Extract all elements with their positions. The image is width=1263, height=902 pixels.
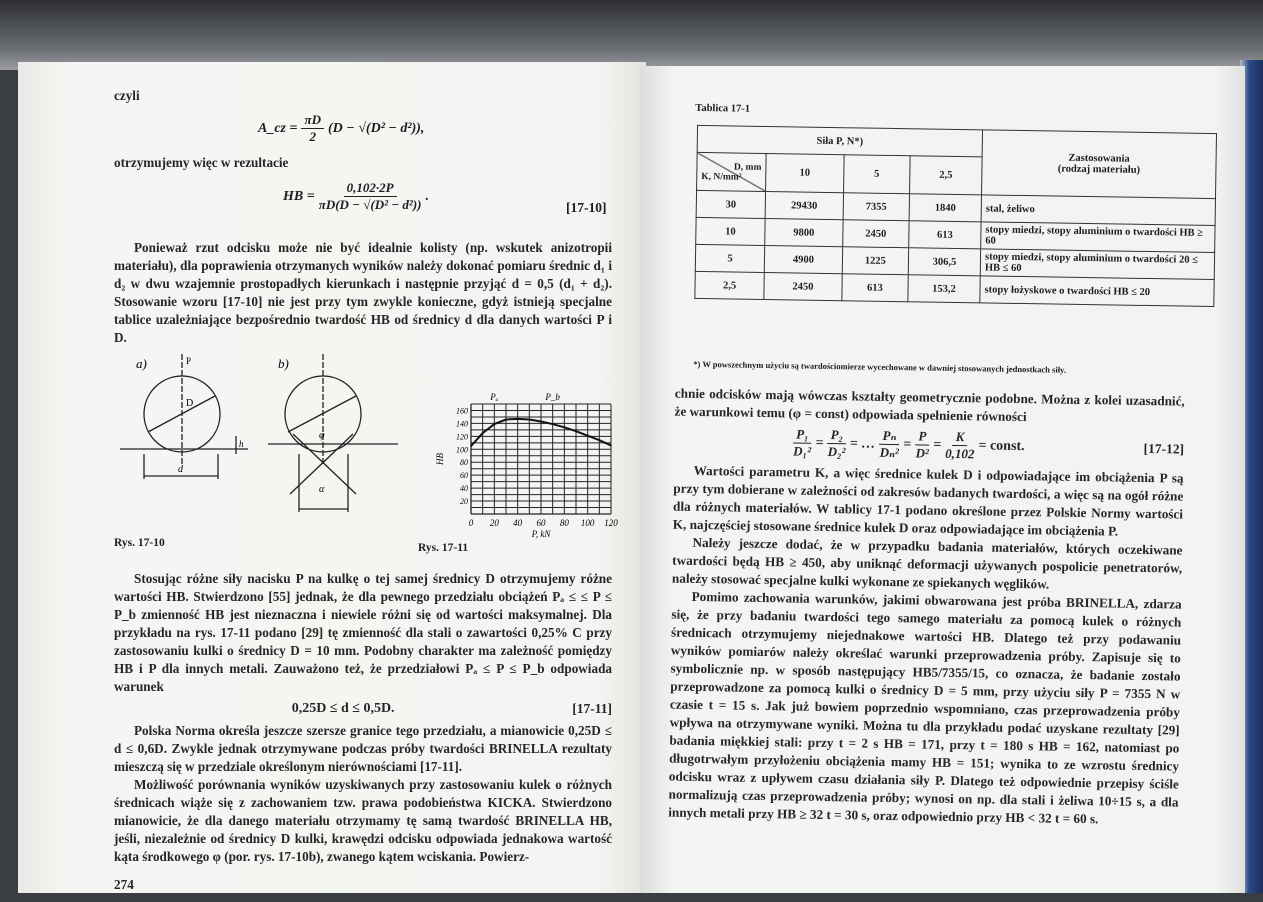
paragraph-text: Możliwość porównania wyników uzyskiwanych przy zastosowaniu kulek o różnych średnicach wiąże się z zachowaniem tzw. prawa podobieństwa KICKA. Stwierdzono mianowicie, że dla danego materiału otrzymamy tę samą twardość BRINELLA HB, jeśli, niezależnie od średnicy D kulki, krawędzi odcisku odpowiada jednakowa wartość kąta środkowego φ (por. rys. 17-10b), zwanego kątem wciskania. Powierz-: [114, 777, 612, 864]
paragraph-text: Należy jeszcze dodać, że w przypadku badania materiałów, których oczekiwane twardości będą HB ≥ 450, aby uniknąć deformacji używanych pospolicie penetratorów, należy stosować specjalne kulki wykonane ze spiekanych węglików.: [671, 534, 1183, 592]
eq-tail: .: [425, 188, 429, 204]
equation-condition-row: [114, 700, 612, 718]
data-point: [610, 445, 612, 447]
eq-lhs: A_cz =: [258, 120, 298, 136]
y-tick-label: 160: [456, 406, 468, 416]
eq-den: D₂²: [827, 443, 846, 460]
cell-application: stal, żeliwo: [981, 195, 1215, 226]
cell-value: 4900: [764, 245, 842, 273]
text-line: otrzymujemy więc w rezultacie: [114, 155, 289, 170]
x-tick-label: 60: [536, 518, 546, 528]
cell-value: 7355: [843, 193, 910, 221]
eq-num: Pₙ: [879, 428, 899, 445]
text-flow: [114, 570, 612, 894]
text-flow: [668, 385, 1185, 830]
table-header-force: Siła P, N*): [697, 125, 982, 156]
cell-value: 9800: [765, 218, 843, 246]
eq-num: P₂: [827, 427, 846, 444]
figure-17-11-chart: [423, 382, 623, 542]
y-tick-label: 140: [456, 419, 468, 429]
data-point: [575, 430, 577, 432]
y-tick-label: 80: [460, 458, 468, 468]
data-point: [587, 435, 589, 437]
paragraph-text: Pomimo zachowania warunków, jakimi obwarowana jest próba BRINELLA, zdarza się, że przy badaniu twardości tego samego materiału za pomocą kulek o różnych średnicach otrzymujemy niejednakowe wartości HB. Dlatego też przy podawaniu wyników pomiarów należy określać warunki przeprowadzenia próby. Zapisuje się to symbolicznie np. w sposób następujący HB5/7355/15, co oznacza, że badanie zostało przeprowadzone za pomocą kulki o średnicy D = 5 mm, przy użyciu siły P = 7355 N w czasie t = 15 s. Jak już bowiem poprzednio wspomniano, czas przeprowadzenia próby wpływa na otrzymywane wyniki. Można tu dla przykładu podać uzyskane rezultaty [29] badania miękkiej stali: przy t = 2 s HB = 171, przy t = 180 s HB = 162, natomiast po długotrwałym przyłożeniu obciążenia mamy HB = 151; wynika to ze wzrostu średnicy odcisku wraz z upływem czasu działania siły P. Dlatego też odpowiednie przepisy ściśle normalizują czas przeprowadzenia próby; wynosi on np. dla stali i żeliwa 10÷15 s, a dla innych metali przy HB ≥ 32 t = 30 s, oraz odpowiednio przy HB < 32 t = 60 s.: [668, 588, 1182, 827]
data-point: [482, 432, 484, 434]
fig-label-p: P: [186, 356, 192, 366]
figure-caption: Rys. 17-10: [114, 537, 165, 549]
cell-application: stopy miedzi, stopy aluminium o twardości HB ≥ 60: [981, 222, 1215, 253]
table-header-application: [982, 130, 1217, 199]
left-page: [18, 62, 646, 893]
eq-num: πD: [301, 112, 324, 129]
equation-hb: [283, 180, 429, 213]
figure-caption: Rys. 17-11: [418, 542, 469, 554]
eq-den: πD(D − √(D² − d²)): [318, 197, 422, 212]
cell-value: 306,5: [908, 248, 980, 276]
data-point: [540, 421, 542, 423]
x-tick-label: 120: [604, 518, 618, 528]
data-point: [599, 439, 601, 441]
header-line: Zastosowania: [1068, 152, 1130, 165]
data-point: [552, 423, 554, 425]
eq-num: 0,102·2P: [344, 180, 397, 197]
scanner-shadow: [0, 0, 1263, 70]
eq-num: K: [953, 429, 968, 446]
eq-den: Dₙ²: [879, 444, 900, 461]
paragraph-text: Wartości parametru K, a więc średnice kulek D i odpowiadające im obciążenia P są przy tym dobierane w zależności od zakresów badanych twardości, a więc są na ogół różne dla różnych materiałów. W tablicy 17-1 podano określone przez Polskie Normy wartości K, najczęściej stosowane średnice kulek D oraz odpowiadające im obciążenia P.: [672, 462, 1184, 539]
fig-label-h: h: [239, 439, 244, 449]
cell-k: 2,5: [695, 271, 764, 299]
cell-k: 30: [696, 190, 765, 218]
corner-d: D, mm: [733, 161, 762, 173]
equation-number: [17-11]: [572, 701, 612, 716]
table-header-diameter: 2,5: [910, 156, 983, 195]
header-line: (rodzaj materiału): [1057, 163, 1141, 176]
y-axis-label: HB: [435, 453, 445, 465]
equation-number: [17-10]: [566, 200, 607, 215]
cell-k: 5: [695, 244, 764, 272]
equation-similarity: $\frac{\text{P₁}}{\text{D₁²}}$ = $\frac{\text{P₂}}{\text{D₂²}}$ = … $\frac{\text{Pₙ}}{\text{Dₙ²}}$ = $\frac{P}{\text{D²}}$ = $\frac{K}{0,102}$ = const.: [793, 426, 1025, 462]
eq-den: D²: [915, 445, 929, 461]
cell-value: 153,2: [908, 275, 980, 303]
paragraph-text: Ponieważ rzut odcisku może nie być idealnie kolisty (np. wskutek anizotropii materiału), dla poprawienia otrzymanych wyników należy dokonać pomiaru średnic d₁ i d₂ w dwu wzajemnie prostopadłych kierunkach i następnie przyjąć d = 0,5 (d₁ + d₂). Stosowanie wzoru [17-10] nie jest przy tym zwykle konieczne, gdyż istnieją specjalne tablice uzależniające bezpośrednio twardość HB od średnicy d dla danych wartości P i D.: [114, 240, 612, 345]
cell-k: 10: [696, 217, 765, 245]
paragraph-text: chnie odcisków mają wówczas kształty geometrycznie podobne. Można z kolei uzasadnić, że warunkowi temu (φ = const) odpowiada spełnienie równości: [674, 385, 1185, 425]
x-tick-label: 20: [489, 518, 499, 528]
eq-num: P₁: [793, 426, 812, 443]
eq-lhs: HB =: [283, 188, 315, 204]
cell-value: 2450: [842, 220, 909, 248]
eq-num: P: [915, 428, 929, 445]
table-corner-cell: [697, 152, 767, 191]
eq-rhs: (D − √(D² − d²)),: [327, 120, 425, 136]
fig-label-alpha: α: [319, 484, 325, 495]
x-tick-label: 100: [580, 518, 595, 528]
y-tick-label: 120: [456, 432, 468, 442]
cell-value: 613: [909, 221, 981, 249]
cell-value: 1840: [909, 194, 981, 222]
x-tick-label: 0: [468, 518, 474, 528]
y-tick-label: 40: [460, 484, 468, 494]
cell-value: 613: [842, 274, 909, 302]
fig-label-phi: φ: [319, 430, 325, 441]
paragraph: [114, 239, 612, 347]
table-header-diameter: 5: [843, 155, 910, 194]
page-number: 274: [114, 877, 134, 892]
x-axis-label: P, kN: [531, 529, 551, 539]
right-page: [640, 66, 1245, 893]
eq-den: 2: [309, 129, 316, 144]
cell-value: 1225: [842, 247, 909, 275]
data-point: [564, 426, 566, 428]
data-point: [505, 419, 507, 421]
cell-value: 2450: [764, 272, 842, 300]
table-footnote: *) W powszechnym użyciu są twardościomierze wycechowane w dawniej stosowanych jednostkach siły.: [693, 358, 1067, 375]
equation-similarity-row: [674, 425, 1184, 466]
eq-tail: = const.: [978, 437, 1025, 454]
cell-application: stopy łożyskowe o twardości HB ≤ 20: [980, 276, 1214, 307]
annotation-label: P_b: [545, 392, 560, 402]
y-tick-label: 20: [460, 497, 468, 507]
corner-k: K, N/mm²: [701, 171, 742, 183]
y-tick-label: 100: [456, 445, 468, 455]
eq-den: D₁²: [793, 443, 812, 459]
eq-den: 0,102: [945, 445, 975, 462]
paragraph-text: Polska Norma określa jeszcze szersze granice tego przedziału, a mianowicie 0,25D ≤ d ≤ 0,6D. Zwykle jednak otrzymywane podczas próby twardości BRINELLA rezultaty mieszczą się w przedziale określonym nierównościami [17-11].: [114, 723, 612, 774]
fig-label-d-big: D: [186, 398, 194, 409]
data-point: [517, 418, 519, 420]
fig-label-d: d: [178, 464, 183, 475]
equation-area: [258, 112, 424, 145]
table-title: Tablica 17-1: [695, 102, 751, 115]
data-point: [470, 445, 472, 447]
equation-number: [17-12]: [1143, 440, 1185, 457]
x-tick-label: 40: [513, 518, 523, 528]
table-header-diameter: 10: [766, 153, 844, 192]
cell-application: stopy miedzi, stopy aluminium o twardości 20 ≤ HB ≤ 60: [980, 249, 1214, 280]
equation-condition: 0,25D ≤ d ≤ 0,5D.: [291, 701, 395, 716]
figure-17-10: [118, 354, 428, 534]
paragraph-text: Stosując różne siły nacisku P na kulkę o tej samej średnicy D otrzymujemy różne wartości HB. Stwierdzono [55] jednak, że dla pewnego przedziału obciążeń Pₐ ≤ ≤ P ≤ P_b zmienność HB jest nieznaczna i niewiele różni się od wartości maksymalnej. Dla przykładu na rys. 17-11 podano [29] tę zmienność dla stali o zawartości 0,25% C przy zastosowaniu kulki o średnicy D = 10 mm. Podobny charakter ma zależność pomiędzy HB i P dla innych metali. Zauważono też, że przedziałowi Pₐ ≤ P ≤ P_b odpowiada warunek: [114, 571, 612, 694]
y-tick-label: 60: [460, 471, 468, 481]
fig-label-b: b): [278, 356, 289, 371]
hardness-table: [694, 125, 1217, 307]
annotation-label: Pₐ: [490, 392, 499, 402]
x-tick-label: 80: [559, 518, 569, 528]
data-point: [529, 419, 531, 421]
data-point: [494, 423, 496, 425]
fig-label-a: a): [136, 356, 147, 371]
intro-word: czyli: [114, 88, 140, 103]
cell-value: 29430: [765, 191, 843, 219]
